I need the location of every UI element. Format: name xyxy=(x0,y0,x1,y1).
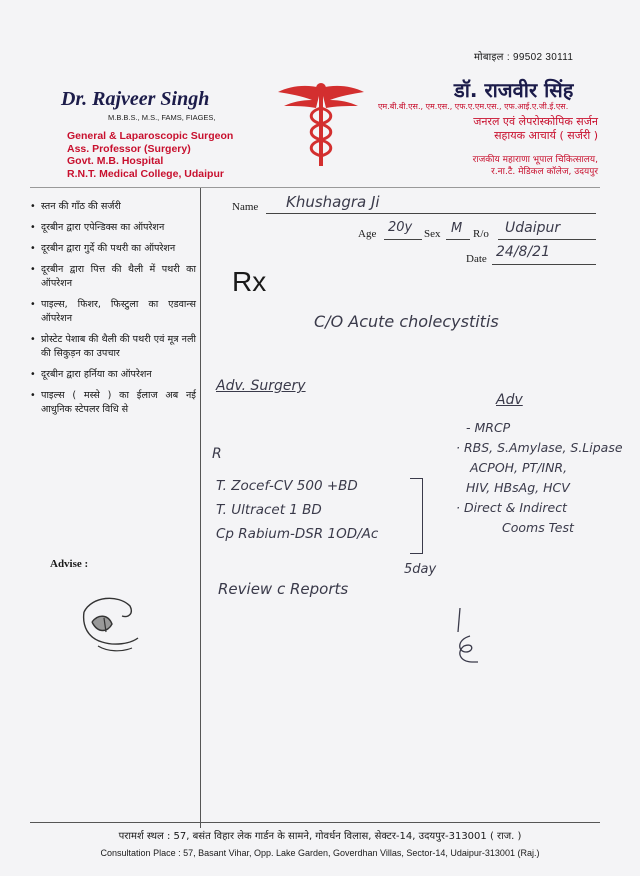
mobile-number: मोबाइल : 99502 30111 xyxy=(474,52,574,63)
specialty-en xyxy=(67,130,233,180)
advise-label: Advise : xyxy=(50,558,89,570)
adv-test-item: · Direct & Indirect xyxy=(456,500,567,515)
degrees-en: M.B.B.S., M.S., FAMS, FIAGES, xyxy=(108,113,216,122)
specialty-hi xyxy=(473,115,598,143)
footer-divider xyxy=(30,822,600,823)
adv-test-item: Cooms Test xyxy=(502,520,574,535)
specialty-en-line: Ass. Professor (Surgery) xyxy=(67,142,191,155)
ro-underline xyxy=(498,239,596,240)
service-item: • पाइल्स, फिशर, फिस्टुला का एडवान्स ऑपरेशन xyxy=(30,298,196,326)
header-divider xyxy=(30,187,600,188)
service-item: • दूरबीन द्वारा हर्निया का ऑपरेशन xyxy=(30,368,196,382)
medications-bracket xyxy=(410,478,423,554)
name-label: Name xyxy=(232,201,259,213)
sex-value: M xyxy=(451,221,463,236)
rx-small: R xyxy=(212,446,222,462)
age-underline xyxy=(384,239,422,240)
service-item: • स्तन की गाँठ की सर्जरी xyxy=(30,200,196,214)
adv-test-item: · RBS, S.Amylase, S.Lipase xyxy=(456,440,623,455)
doctor-name-en: Dr. Rajveer Singh xyxy=(61,88,210,110)
date-label: Date xyxy=(466,253,487,265)
doctor-name-hi: डॉ. राजवीर सिंह xyxy=(454,78,574,102)
advice-surgery: Adv. Surgery xyxy=(216,378,306,394)
hospital-hi-line: र.ना.टै. मेडिकल कॉलेज, उदयपुर xyxy=(491,167,598,177)
medication-item: T. Zocef-CV 500 +BD xyxy=(216,478,358,494)
specialty-en-line: R.N.T. Medical College, Udaipur xyxy=(67,167,224,180)
specialty-hi-line: सहायक आचार्य ( सर्जरी ) xyxy=(494,129,598,142)
adv-test-item: HIV, HBsAg, HCV xyxy=(466,480,570,495)
review-note: Review c Reports xyxy=(218,580,349,598)
service-item: • प्रोस्टेट पेशाब की थैली की पथरी एवं मूत्र नली की सिकुड़न का उपचार xyxy=(30,333,196,361)
adv-tests-list xyxy=(456,418,623,538)
adv-tests-heading: Adv xyxy=(496,392,523,408)
service-item: • दूरबीन द्वारा गुर्दे की पथरी का ऑपरेशन xyxy=(30,242,196,256)
date-value: 24/8/21 xyxy=(496,244,550,260)
footer-address-hi: परामर्श स्थल : 57, बसंत विहार लेक गार्डन के सामने, गोवर्धन विलास, सेक्टर-14, उदयपुर-313001 ( राज. ) xyxy=(118,831,522,842)
age-value: 20y xyxy=(388,220,413,235)
services-list xyxy=(30,200,196,424)
specialty-en-line: General & Laparoscopic Surgeon xyxy=(67,130,234,142)
degrees-hi: एम.बी.बी.एस., एम.एस., एफ.ए.एम.एस., एफ.आई.ए.जी.ई.एस. xyxy=(378,102,569,111)
medication-item: Cp Rabium-DSR 1OD/Ac xyxy=(216,526,379,542)
date-underline xyxy=(492,264,596,265)
age-label: Age xyxy=(358,228,377,240)
hospital-hi-line: राजकीय महाराणा भूपाल चिकित्सालय, xyxy=(472,155,598,165)
diagnosis: C/O Acute cholecystitis xyxy=(314,312,499,331)
adv-test-item: ACPOH, PT/INR, xyxy=(470,460,568,475)
name-underline xyxy=(266,213,596,214)
hospital-hi xyxy=(473,154,598,178)
signature-mark xyxy=(452,606,482,666)
duration: 5day xyxy=(404,562,437,577)
service-item: • दूरबीन द्वारा पित्त की थैली में पथरी का ऑपरेशन xyxy=(30,263,196,291)
ro-label: R/o xyxy=(473,228,489,240)
specialty-hi-line: जनरल एवं लेपरोस्कोपिक सर्जन xyxy=(473,115,598,128)
adv-test-item: - MRCP xyxy=(466,420,511,435)
column-divider xyxy=(200,188,201,828)
sex-underline xyxy=(446,239,470,240)
ro-value: Udaipur xyxy=(505,220,561,236)
footer-address-en: Consultation Place : 57, Basant Vihar, Opp. Lake Garden, Goverdhan Villas, Sector-14, Udaipur-313001 (Raj.) xyxy=(100,848,540,858)
hernia-sketch-icon xyxy=(78,592,144,658)
service-item: • दूरबीन द्वारा एपेन्डिक्स का ऑपरेशन xyxy=(30,221,196,235)
medication-item: T. Ultracet 1 BD xyxy=(216,502,322,518)
medications-list xyxy=(216,474,378,546)
service-item: • पाइल्स ( मस्से ) का ईलाज अब नई आधुनिक स्टेपलर विधि से xyxy=(30,389,196,417)
caduceus-icon xyxy=(276,78,366,170)
name-value: Khushagra Ji xyxy=(286,193,380,211)
specialty-en-line: Govt. M.B. Hospital xyxy=(67,155,164,167)
rx-symbol: Rx xyxy=(232,266,267,297)
sex-label: Sex xyxy=(424,228,441,240)
